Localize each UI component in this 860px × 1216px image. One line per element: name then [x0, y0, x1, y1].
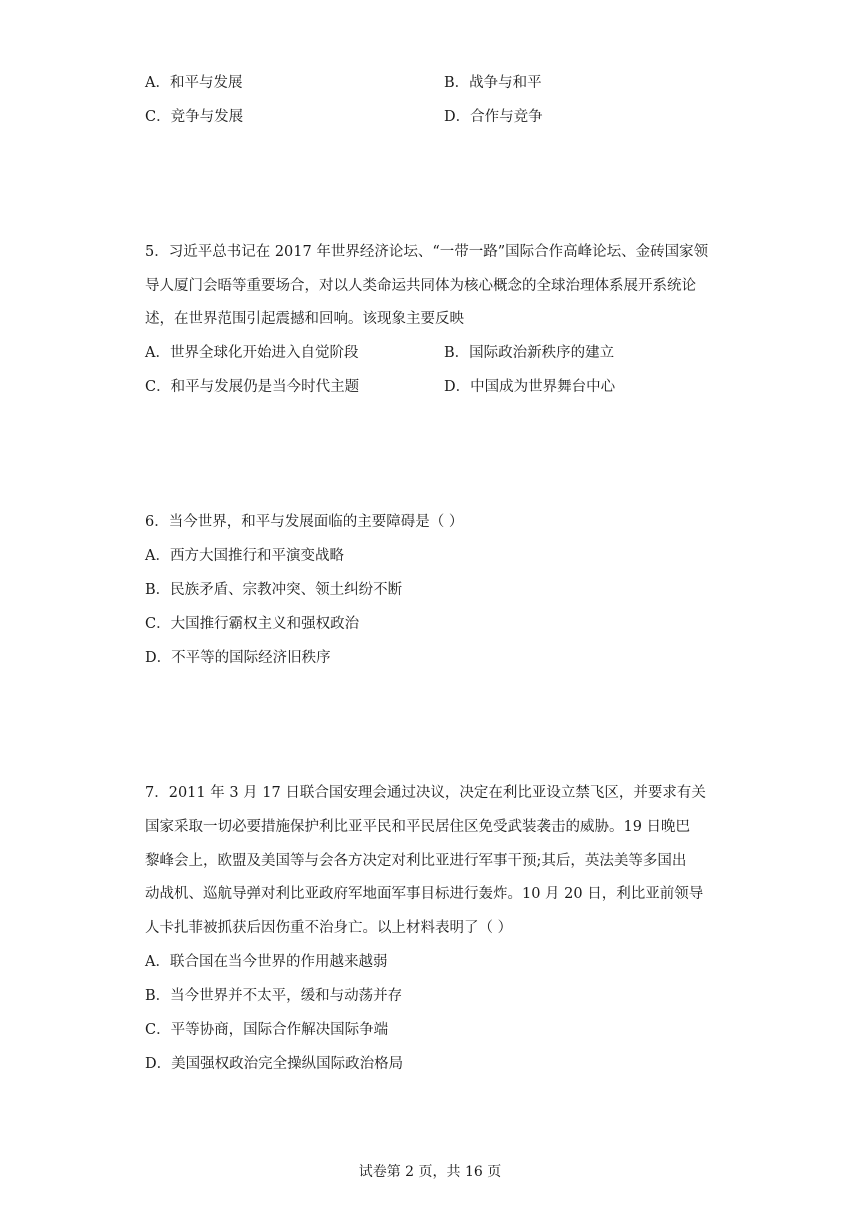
q6-option-b: B．民族矛盾、宗教冲突、领土纠纷不断: [145, 582, 403, 598]
q7-stem-line-3: 黎峰会上，欧盟及美国等与会各方决定对利比亚进行军事干预;其后，英法美等多国出: [145, 853, 687, 869]
q5-option-c: C．和平与发展仍是当今时代主题: [145, 379, 360, 395]
q5-stem-line-3: 述，在世界范围引起震撼和回响。该现象主要反映: [145, 311, 464, 327]
q5-stem-line-2: 导人厦门会晤等重要场合，对以人类命运共同体为核心概念的全球治理体系展开系统论: [145, 278, 696, 294]
q7-stem-line-4: 动战机、巡航导弹对利比亚政府军地面军事目标进行轰炸。10 月 20 日，利比亚前领导: [145, 886, 704, 902]
q7-stem-line-5: 人卡扎菲被抓获后因伤重不治身亡。以上材料表明了（ ）: [145, 920, 513, 936]
q7-option-c: C．平等协商，国际合作解决国际争端: [145, 1022, 389, 1038]
q6-option-c: C．大国推行霸权主义和强权政治: [145, 616, 360, 632]
q4-option-b: B．战争与和平: [444, 75, 542, 91]
q7-stem-line-2: 国家采取一切必要措施保护利比亚平民和平民居住区免受武装袭击的威胁。19 日晚巴: [145, 819, 691, 835]
page-footer: 试卷第 2 页，共 16 页: [358, 1164, 502, 1180]
q4-option-a: A．和平与发展: [145, 75, 243, 91]
q7-stem-line-1: 7．2011 年 3 月 17 日联合国安理会通过决议，决定在利比亚设立禁飞区，并要求有关: [145, 785, 706, 801]
q4-option-d: D．合作与竞争: [444, 109, 543, 125]
q5-stem-line-1: 5．习近平总书记在 2017 年世界经济论坛、“一带一路”国际合作高峰论坛、金砖国家领: [145, 244, 709, 260]
q5-option-a: A．世界全球化开始进入自觉阶段: [145, 345, 359, 361]
q7-option-a: A．联合国在当今世界的作用越来越弱: [145, 954, 388, 970]
q6-option-d: D．不平等的国际经济旧秩序: [145, 650, 331, 666]
q7-option-b: B．当今世界并不太平，缓和与动荡并存: [145, 988, 403, 1004]
q6-option-a: A．西方大国推行和平演变战略: [145, 548, 344, 564]
q4-option-c: C．竞争与发展: [145, 109, 244, 125]
q7-option-d: D．美国强权政治完全操纵国际政治格局: [145, 1056, 404, 1072]
q6-stem-line-1: 6．当今世界，和平与发展面临的主要障碍是（ ）: [145, 514, 464, 530]
q5-option-d: D．中国成为世界舞台中心: [444, 379, 616, 395]
q5-option-b: B．国际政治新秩序的建立: [444, 345, 615, 361]
